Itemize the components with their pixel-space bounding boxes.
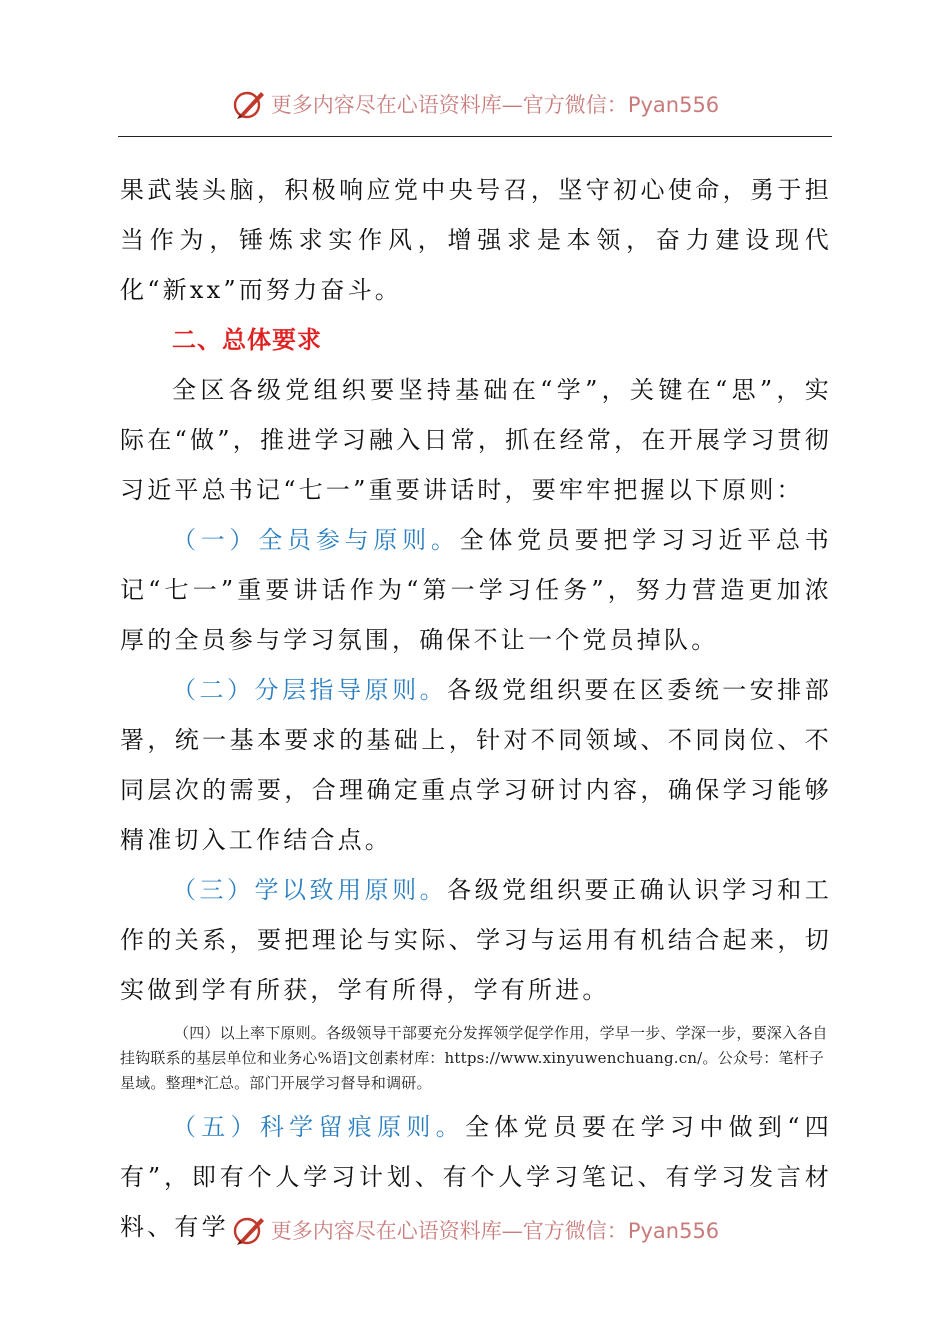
paragraph-continuation: 果武装头脑，积极响应党中央号召，坚守初心使命，勇于担当作为，锤炼求实作风，增强求是本领，奋力建设现代化“新xx”而努力奋斗。 (120, 176, 832, 304)
principle-1 (120, 515, 832, 665)
principle-4-small: （四）以上率下原则。各级领导干部要充分发挥领学促学作用，学早一步、学深一步，要深入各自挂钩联系的基层单位和业务心%语]文创素材库：https://www.xinyuwenchuang.cn/。公众号：笔杆子星域。整理*汇总。部门开展学习督导和调研。 (120, 1024, 828, 1092)
wechat-id: Pyan556 (627, 93, 720, 117)
wechat-id: Pyan556 (627, 1219, 720, 1243)
principle-3-text: 各级党组织要正确认识学习和工作的关系，要把理论与实际、学习与运用有机结合起来，切实做到学有所获，学有所得，学有所进。 (120, 876, 832, 1004)
paragraph-intro: 全区各级党组织要坚持基础在“学”，关键在“思”，实际在“做”，推进学习融入日常，抓在经常，在开展学习贯彻习近平总书记“七一”重要讲话时，要牢牢把握以下原则： (120, 376, 832, 504)
principle-5-title: （五）科学留痕原则。 (172, 1113, 465, 1141)
principle-2-text: 各级党组织要在区委统一安排部署，统一基本要求的基础上，针对不同领域、不同岗位、不同层次的需要，合理确定重点学习研讨内容，确保学习能够精准切入工作结合点。 (120, 676, 832, 854)
principle-1-text: 全体党员要把学习习近平总书记“七一”重要讲话作为“第一学习任务”，努力营造更加浓厚的全员参与学习氛围，确保不让一个党员掉队。 (120, 526, 832, 654)
principle-3-title: （三）学以致用原则。 (172, 876, 448, 904)
principle-3 (120, 865, 832, 1015)
quill-pen-logo-icon (231, 1212, 267, 1248)
principle-2-title: （二）分层指导原则。 (172, 676, 448, 704)
quill-pen-logo-icon (231, 86, 267, 122)
footer-banner (0, 1210, 950, 1250)
header-banner (0, 84, 950, 124)
principle-5-text: 全体党员要在学习中做到“四有”，即有个人学习计划、有个人学习笔记、有学习发言材料、有学 (120, 1113, 832, 1241)
document-body (120, 165, 832, 1252)
section-heading: 二、总体要求 (172, 325, 322, 354)
principle-2 (120, 665, 832, 865)
header-divider (118, 136, 832, 137)
header-banner-text: 更多内容尽在心语资料库—官方微信：Pyan556 (270, 93, 720, 117)
footer-banner-text: 更多内容尽在心语资料库—官方微信：Pyan556 (270, 1219, 720, 1243)
principle-1-title: （一）全员参与原则。 (172, 526, 460, 554)
